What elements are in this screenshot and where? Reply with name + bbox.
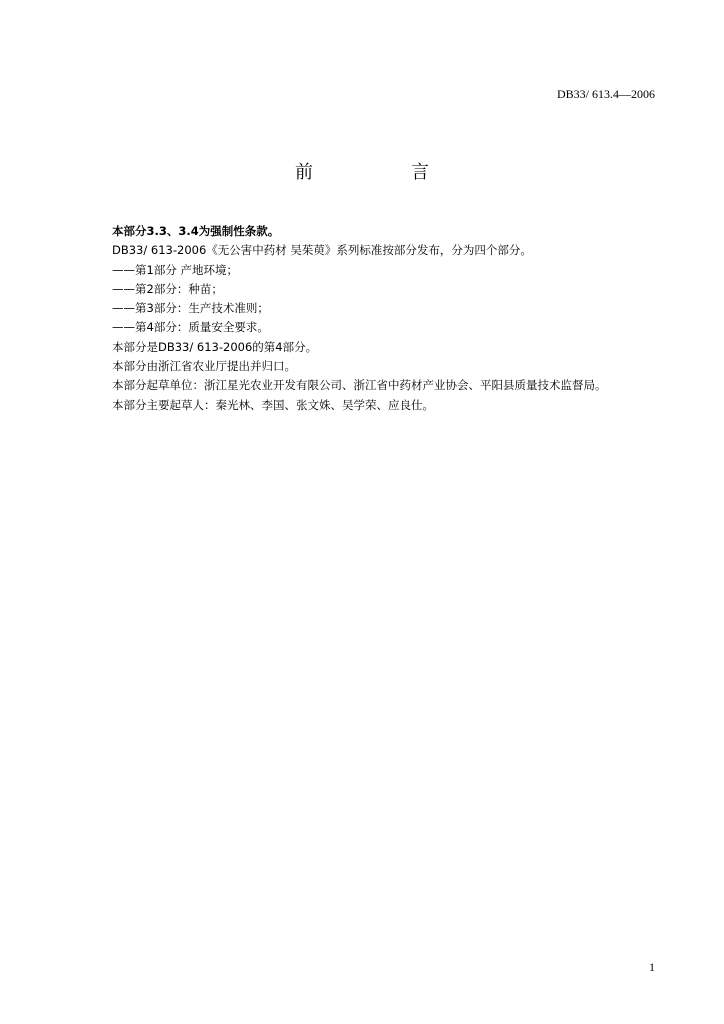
page-number: 1 (649, 960, 655, 974)
part-list-item: ——第2部分：种苗； (112, 281, 223, 296)
page-title: 前 言 (295, 162, 469, 183)
drafting-units: 本部分起草单位：浙江星光农业开发有限公司、浙江省中药材产业协会、平阳县质量技术监督局。 (112, 378, 607, 393)
main-drafters: 本部分主要起草人：秦光林、李国、张文姝、吴学荣、应良仕。 (112, 397, 434, 412)
part-list-item: ——第1部分 产地环境； (112, 262, 238, 277)
foreword-body (112, 222, 672, 415)
proposer-statement: 本部分由浙江省农业厅提出并归口。 (112, 359, 296, 374)
document-code: DB33/ 613.4—2006 (556, 87, 655, 101)
part-list-item: ——第4部分：质量安全要求。 (112, 320, 269, 335)
series-statement: DB33/ 613-2006《无公害中药材 吴茱萸》系列标准按部分发布，分为四个部分。 (112, 243, 532, 258)
part-statement: 本部分是DB33/ 613-2006的第4部分。 (112, 339, 318, 354)
mandatory-clause-statement: 本部分3.3、3.4为强制性条款。 (112, 224, 280, 238)
part-list-item: ——第3部分：生产技术准则； (112, 301, 269, 316)
